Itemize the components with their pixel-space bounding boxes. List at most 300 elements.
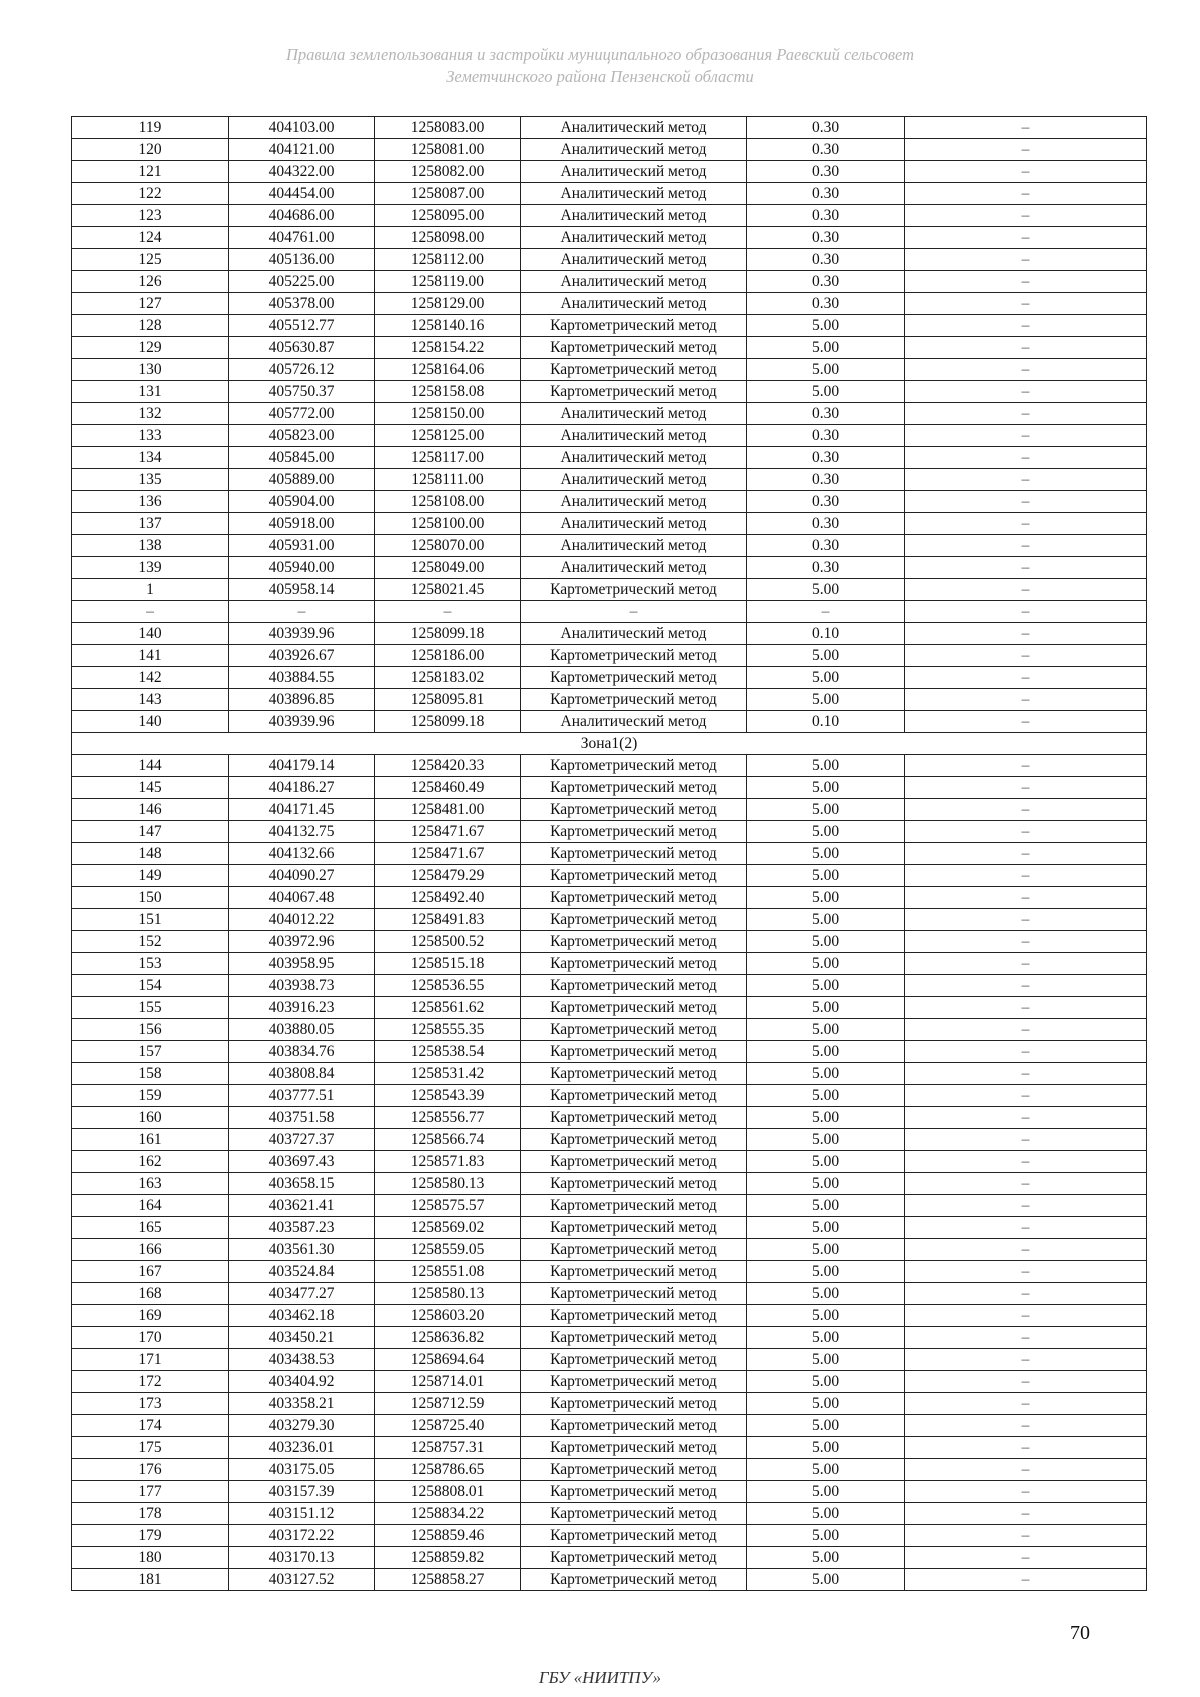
point-number-cell: – xyxy=(72,601,229,623)
x-coordinate-cell: 403621.41 xyxy=(229,1195,375,1217)
table-row xyxy=(72,1371,1147,1393)
accuracy-cell: 0.30 xyxy=(747,271,905,293)
x-coordinate-cell: 404067.48 xyxy=(229,887,375,909)
accuracy-cell: 5.00 xyxy=(747,1151,905,1173)
point-number-cell: 132 xyxy=(72,403,229,425)
y-coordinate-cell: 1258569.02 xyxy=(375,1217,521,1239)
x-coordinate-cell: 403236.01 xyxy=(229,1437,375,1459)
table-row xyxy=(72,909,1147,931)
table-row xyxy=(72,557,1147,579)
table-row xyxy=(72,1019,1147,1041)
method-cell: Картометрический метод xyxy=(521,953,747,975)
table-row xyxy=(72,1393,1147,1415)
method-cell: Картометрический метод xyxy=(521,931,747,953)
note-cell: – xyxy=(905,425,1147,447)
note-cell: – xyxy=(905,777,1147,799)
table-row xyxy=(72,425,1147,447)
accuracy-cell: 5.00 xyxy=(747,1063,905,1085)
accuracy-cell: 5.00 xyxy=(747,821,905,843)
method-cell: Аналитический метод xyxy=(521,469,747,491)
table-row xyxy=(72,139,1147,161)
y-coordinate-cell: 1258129.00 xyxy=(375,293,521,315)
table-row xyxy=(72,271,1147,293)
y-coordinate-cell: 1258082.00 xyxy=(375,161,521,183)
accuracy-cell: 5.00 xyxy=(747,953,905,975)
x-coordinate-cell: 405931.00 xyxy=(229,535,375,557)
table-row xyxy=(72,821,1147,843)
note-cell: – xyxy=(905,1415,1147,1437)
accuracy-cell: 5.00 xyxy=(747,1415,905,1437)
y-coordinate-cell: 1258158.08 xyxy=(375,381,521,403)
point-number-cell: 176 xyxy=(72,1459,229,1481)
y-coordinate-cell: 1258714.01 xyxy=(375,1371,521,1393)
footer-organization: ГБУ «НИИТПУ» xyxy=(538,1668,662,1687)
accuracy-cell: 5.00 xyxy=(747,1173,905,1195)
y-coordinate-cell: 1258538.54 xyxy=(375,1041,521,1063)
method-cell: Картометрический метод xyxy=(521,315,747,337)
point-number-cell: 175 xyxy=(72,1437,229,1459)
x-coordinate-cell: 403916.23 xyxy=(229,997,375,1019)
accuracy-cell: 5.00 xyxy=(747,1107,905,1129)
y-coordinate-cell: 1258471.67 xyxy=(375,843,521,865)
x-coordinate-cell: 405630.87 xyxy=(229,337,375,359)
accuracy-cell: 5.00 xyxy=(747,667,905,689)
x-coordinate-cell: 403477.27 xyxy=(229,1283,375,1305)
x-coordinate-cell: 404171.45 xyxy=(229,799,375,821)
x-coordinate-cell: 405823.00 xyxy=(229,425,375,447)
method-cell: Картометрический метод xyxy=(521,689,747,711)
table-row xyxy=(72,1415,1147,1437)
x-coordinate-cell: 404686.00 xyxy=(229,205,375,227)
x-coordinate-cell: 405512.77 xyxy=(229,315,375,337)
note-cell: – xyxy=(905,469,1147,491)
method-cell: Картометрический метод xyxy=(521,1283,747,1305)
note-cell: – xyxy=(905,1085,1147,1107)
note-cell: – xyxy=(905,315,1147,337)
method-cell: Картометрический метод xyxy=(521,1349,747,1371)
note-cell: – xyxy=(905,887,1147,909)
method-cell: Картометрический метод xyxy=(521,843,747,865)
coordinates-table-body xyxy=(72,117,1147,1591)
method-cell: Картометрический метод xyxy=(521,799,747,821)
y-coordinate-cell: 1258098.00 xyxy=(375,227,521,249)
y-coordinate-cell: – xyxy=(375,601,521,623)
accuracy-cell: 5.00 xyxy=(747,1019,905,1041)
note-cell: – xyxy=(905,1481,1147,1503)
method-cell: Аналитический метод xyxy=(521,557,747,579)
table-row xyxy=(72,1481,1147,1503)
method-cell: Картометрический метод xyxy=(521,865,747,887)
accuracy-cell: 0.30 xyxy=(747,293,905,315)
table-row xyxy=(72,953,1147,975)
method-cell: Аналитический метод xyxy=(521,425,747,447)
method-cell: Картометрический метод xyxy=(521,1151,747,1173)
note-cell: – xyxy=(905,1151,1147,1173)
x-coordinate-cell: 403438.53 xyxy=(229,1349,375,1371)
accuracy-cell: 5.00 xyxy=(747,1569,905,1591)
method-cell: Картометрический метод xyxy=(521,1305,747,1327)
table-row xyxy=(72,1305,1147,1327)
y-coordinate-cell: 1258095.81 xyxy=(375,689,521,711)
table-row xyxy=(72,1525,1147,1547)
table-row xyxy=(72,1063,1147,1085)
point-number-cell: 158 xyxy=(72,1063,229,1085)
y-coordinate-cell: 1258460.49 xyxy=(375,777,521,799)
point-number-cell: 124 xyxy=(72,227,229,249)
method-cell: Картометрический метод xyxy=(521,667,747,689)
y-coordinate-cell: 1258100.00 xyxy=(375,513,521,535)
note-cell: – xyxy=(905,645,1147,667)
method-cell: Картометрический метод xyxy=(521,1459,747,1481)
accuracy-cell: 0.30 xyxy=(747,183,905,205)
accuracy-cell: 5.00 xyxy=(747,931,905,953)
method-cell: Картометрический метод xyxy=(521,887,747,909)
x-coordinate-cell: 403658.15 xyxy=(229,1173,375,1195)
y-coordinate-cell: 1258125.00 xyxy=(375,425,521,447)
x-coordinate-cell: 405889.00 xyxy=(229,469,375,491)
point-number-cell: 161 xyxy=(72,1129,229,1151)
accuracy-cell: 5.00 xyxy=(747,381,905,403)
y-coordinate-cell: 1258694.64 xyxy=(375,1349,521,1371)
note-cell: – xyxy=(905,293,1147,315)
accuracy-cell: 5.00 xyxy=(747,755,905,777)
point-number-cell: 178 xyxy=(72,1503,229,1525)
method-cell: Картометрический метод xyxy=(521,1063,747,1085)
table-row xyxy=(72,1327,1147,1349)
point-number-cell: 147 xyxy=(72,821,229,843)
y-coordinate-cell: 1258183.02 xyxy=(375,667,521,689)
note-cell: – xyxy=(905,447,1147,469)
point-number-cell: 151 xyxy=(72,909,229,931)
table-row xyxy=(72,249,1147,271)
y-coordinate-cell: 1258536.55 xyxy=(375,975,521,997)
point-number-cell: 163 xyxy=(72,1173,229,1195)
x-coordinate-cell: 403358.21 xyxy=(229,1393,375,1415)
accuracy-cell: 0.30 xyxy=(747,557,905,579)
y-coordinate-cell: 1258150.00 xyxy=(375,403,521,425)
point-number-cell: 126 xyxy=(72,271,229,293)
table-row xyxy=(72,1547,1147,1569)
method-cell: Аналитический метод xyxy=(521,205,747,227)
table-row xyxy=(72,1217,1147,1239)
y-coordinate-cell: 1258515.18 xyxy=(375,953,521,975)
y-coordinate-cell: 1258492.40 xyxy=(375,887,521,909)
accuracy-cell: 5.00 xyxy=(747,909,905,931)
accuracy-cell: 5.00 xyxy=(747,645,905,667)
accuracy-cell: 5.00 xyxy=(747,887,905,909)
table-row xyxy=(72,579,1147,601)
method-cell: Картометрический метод xyxy=(521,1415,747,1437)
accuracy-cell: 5.00 xyxy=(747,843,905,865)
y-coordinate-cell: 1258095.00 xyxy=(375,205,521,227)
y-coordinate-cell: 1258858.27 xyxy=(375,1569,521,1591)
y-coordinate-cell: 1258757.31 xyxy=(375,1437,521,1459)
accuracy-cell: 5.00 xyxy=(747,997,905,1019)
table-row xyxy=(72,601,1147,623)
table-row xyxy=(72,293,1147,315)
point-number-cell: 157 xyxy=(72,1041,229,1063)
table-row xyxy=(72,381,1147,403)
table-row xyxy=(72,1349,1147,1371)
note-cell: – xyxy=(905,799,1147,821)
x-coordinate-cell: 404012.22 xyxy=(229,909,375,931)
note-cell: – xyxy=(905,1437,1147,1459)
point-number-cell: 162 xyxy=(72,1151,229,1173)
x-coordinate-cell: 403127.52 xyxy=(229,1569,375,1591)
y-coordinate-cell: 1258021.45 xyxy=(375,579,521,601)
method-cell: Картометрический метод xyxy=(521,1371,747,1393)
point-number-cell: 173 xyxy=(72,1393,229,1415)
method-cell: Картометрический метод xyxy=(521,1217,747,1239)
x-coordinate-cell: 405904.00 xyxy=(229,491,375,513)
x-coordinate-cell: 403561.30 xyxy=(229,1239,375,1261)
note-cell: – xyxy=(905,623,1147,645)
table-row xyxy=(72,667,1147,689)
method-cell: Картометрический метод xyxy=(521,579,747,601)
accuracy-cell: 5.00 xyxy=(747,1085,905,1107)
note-cell: – xyxy=(905,821,1147,843)
accuracy-cell: 0.30 xyxy=(747,139,905,161)
x-coordinate-cell: 405225.00 xyxy=(229,271,375,293)
accuracy-cell: 5.00 xyxy=(747,359,905,381)
point-number-cell: 152 xyxy=(72,931,229,953)
table-row xyxy=(72,799,1147,821)
x-coordinate-cell: 403462.18 xyxy=(229,1305,375,1327)
accuracy-cell: 5.00 xyxy=(747,1481,905,1503)
x-coordinate-cell: 403834.76 xyxy=(229,1041,375,1063)
point-number-cell: 125 xyxy=(72,249,229,271)
table-row xyxy=(72,887,1147,909)
x-coordinate-cell: 403972.96 xyxy=(229,931,375,953)
table-row xyxy=(72,1569,1147,1591)
method-cell: Картометрический метод xyxy=(521,909,747,931)
y-coordinate-cell: 1258479.29 xyxy=(375,865,521,887)
point-number-cell: 153 xyxy=(72,953,229,975)
y-coordinate-cell: 1258083.00 xyxy=(375,117,521,139)
table-row xyxy=(72,623,1147,645)
note-cell: – xyxy=(905,1195,1147,1217)
table-row xyxy=(72,359,1147,381)
method-cell: Аналитический метод xyxy=(521,117,747,139)
note-cell: – xyxy=(905,755,1147,777)
y-coordinate-cell: 1258119.00 xyxy=(375,271,521,293)
y-coordinate-cell: 1258559.05 xyxy=(375,1239,521,1261)
accuracy-cell: 0.30 xyxy=(747,469,905,491)
y-coordinate-cell: 1258580.13 xyxy=(375,1283,521,1305)
accuracy-cell: – xyxy=(747,601,905,623)
method-cell: Картометрический метод xyxy=(521,1085,747,1107)
table-row xyxy=(72,1195,1147,1217)
method-cell: Аналитический метод xyxy=(521,711,747,733)
method-cell: Картометрический метод xyxy=(521,1569,747,1591)
accuracy-cell: 5.00 xyxy=(747,315,905,337)
point-number-cell: 140 xyxy=(72,711,229,733)
y-coordinate-cell: 1258471.67 xyxy=(375,821,521,843)
x-coordinate-cell: 403697.43 xyxy=(229,1151,375,1173)
point-number-cell: 139 xyxy=(72,557,229,579)
table-row xyxy=(72,1283,1147,1305)
note-cell: – xyxy=(905,667,1147,689)
method-cell: Картометрический метод xyxy=(521,1129,747,1151)
y-coordinate-cell: 1258725.40 xyxy=(375,1415,521,1437)
table-row xyxy=(72,931,1147,953)
table-row xyxy=(72,1151,1147,1173)
point-number-cell: 136 xyxy=(72,491,229,513)
x-coordinate-cell: 405918.00 xyxy=(229,513,375,535)
x-coordinate-cell: 403884.55 xyxy=(229,667,375,689)
accuracy-cell: 0.10 xyxy=(747,623,905,645)
point-number-cell: 155 xyxy=(72,997,229,1019)
table-row xyxy=(72,645,1147,667)
table-row xyxy=(72,1107,1147,1129)
method-cell: Картометрический метод xyxy=(521,1107,747,1129)
y-coordinate-cell: 1258712.59 xyxy=(375,1393,521,1415)
point-number-cell: 181 xyxy=(72,1569,229,1591)
accuracy-cell: 0.30 xyxy=(747,161,905,183)
x-coordinate-cell: 403777.51 xyxy=(229,1085,375,1107)
point-number-cell: 150 xyxy=(72,887,229,909)
y-coordinate-cell: 1258543.39 xyxy=(375,1085,521,1107)
table-row xyxy=(72,975,1147,997)
method-cell: Картометрический метод xyxy=(521,1525,747,1547)
y-coordinate-cell: 1258500.52 xyxy=(375,931,521,953)
x-coordinate-cell: 404090.27 xyxy=(229,865,375,887)
note-cell: – xyxy=(905,931,1147,953)
x-coordinate-cell: 403175.05 xyxy=(229,1459,375,1481)
note-cell: – xyxy=(905,1349,1147,1371)
point-number-cell: 131 xyxy=(72,381,229,403)
accuracy-cell: 5.00 xyxy=(747,579,905,601)
table-row xyxy=(72,1459,1147,1481)
point-number-cell: 133 xyxy=(72,425,229,447)
point-number-cell: 172 xyxy=(72,1371,229,1393)
note-cell: – xyxy=(905,513,1147,535)
method-cell: Картометрический метод xyxy=(521,1195,747,1217)
note-cell: – xyxy=(905,249,1147,271)
y-coordinate-cell: 1258580.13 xyxy=(375,1173,521,1195)
y-coordinate-cell: 1258808.01 xyxy=(375,1481,521,1503)
method-cell: Аналитический метод xyxy=(521,447,747,469)
note-cell: – xyxy=(905,1503,1147,1525)
point-number-cell: 130 xyxy=(72,359,229,381)
y-coordinate-cell: 1258556.77 xyxy=(375,1107,521,1129)
accuracy-cell: 5.00 xyxy=(747,1305,905,1327)
y-coordinate-cell: 1258070.00 xyxy=(375,535,521,557)
point-number-cell: 169 xyxy=(72,1305,229,1327)
point-number-cell: 145 xyxy=(72,777,229,799)
note-cell: – xyxy=(905,227,1147,249)
note-cell: – xyxy=(905,1371,1147,1393)
point-number-cell: 137 xyxy=(72,513,229,535)
header-line-2: Земетчинского района Пензенской области xyxy=(446,67,754,86)
x-coordinate-cell: 404132.66 xyxy=(229,843,375,865)
point-number-cell: 135 xyxy=(72,469,229,491)
note-cell: – xyxy=(905,491,1147,513)
note-cell: – xyxy=(905,139,1147,161)
x-coordinate-cell: 403404.92 xyxy=(229,1371,375,1393)
x-coordinate-cell: 403926.67 xyxy=(229,645,375,667)
y-coordinate-cell: 1258575.57 xyxy=(375,1195,521,1217)
x-coordinate-cell: 403524.84 xyxy=(229,1261,375,1283)
method-cell: Картометрический метод xyxy=(521,821,747,843)
method-cell: Картометрический метод xyxy=(521,997,747,1019)
y-coordinate-cell: 1258551.08 xyxy=(375,1261,521,1283)
table-row xyxy=(72,513,1147,535)
table-row xyxy=(72,337,1147,359)
point-number-cell: 148 xyxy=(72,843,229,865)
method-cell: Аналитический метод xyxy=(521,249,747,271)
method-cell: Картометрический метод xyxy=(521,1393,747,1415)
note-cell: – xyxy=(905,997,1147,1019)
method-cell: Картометрический метод xyxy=(521,1503,747,1525)
accuracy-cell: 0.30 xyxy=(747,117,905,139)
x-coordinate-cell: 405958.14 xyxy=(229,579,375,601)
note-cell: – xyxy=(905,711,1147,733)
table-row xyxy=(72,1503,1147,1525)
accuracy-cell: 0.30 xyxy=(747,205,905,227)
y-coordinate-cell: 1258786.65 xyxy=(375,1459,521,1481)
note-cell: – xyxy=(905,1107,1147,1129)
note-cell: – xyxy=(905,1569,1147,1591)
table-row xyxy=(72,1437,1147,1459)
table-row xyxy=(72,315,1147,337)
note-cell: – xyxy=(905,1173,1147,1195)
note-cell: – xyxy=(905,1129,1147,1151)
table-row xyxy=(72,1173,1147,1195)
point-number-cell: 141 xyxy=(72,645,229,667)
accuracy-cell: 0.30 xyxy=(747,491,905,513)
method-cell: Картометрический метод xyxy=(521,1041,747,1063)
point-number-cell: 165 xyxy=(72,1217,229,1239)
point-number-cell: 180 xyxy=(72,1547,229,1569)
y-coordinate-cell: 1258834.22 xyxy=(375,1503,521,1525)
y-coordinate-cell: 1258154.22 xyxy=(375,337,521,359)
accuracy-cell: 0.10 xyxy=(747,711,905,733)
table-row xyxy=(72,535,1147,557)
zone-header-row xyxy=(72,733,1147,755)
page-header xyxy=(0,44,1200,88)
accuracy-cell: 5.00 xyxy=(747,1525,905,1547)
accuracy-cell: 5.00 xyxy=(747,1041,905,1063)
accuracy-cell: 0.30 xyxy=(747,425,905,447)
note-cell: – xyxy=(905,557,1147,579)
accuracy-cell: 5.00 xyxy=(747,1327,905,1349)
point-number-cell: 179 xyxy=(72,1525,229,1547)
y-coordinate-cell: 1258049.00 xyxy=(375,557,521,579)
note-cell: – xyxy=(905,337,1147,359)
method-cell: Аналитический метод xyxy=(521,139,747,161)
x-coordinate-cell: 403587.23 xyxy=(229,1217,375,1239)
accuracy-cell: 5.00 xyxy=(747,1129,905,1151)
point-number-cell: 127 xyxy=(72,293,229,315)
note-cell: – xyxy=(905,1327,1147,1349)
x-coordinate-cell: 404454.00 xyxy=(229,183,375,205)
y-coordinate-cell: 1258859.46 xyxy=(375,1525,521,1547)
y-coordinate-cell: 1258081.00 xyxy=(375,139,521,161)
method-cell: Аналитический метод xyxy=(521,535,747,557)
y-coordinate-cell: 1258859.82 xyxy=(375,1547,521,1569)
x-coordinate-cell: 404179.14 xyxy=(229,755,375,777)
accuracy-cell: 5.00 xyxy=(747,799,905,821)
point-number-cell: 120 xyxy=(72,139,229,161)
x-coordinate-cell: 403450.21 xyxy=(229,1327,375,1349)
y-coordinate-cell: 1258108.00 xyxy=(375,491,521,513)
x-coordinate-cell: 403896.85 xyxy=(229,689,375,711)
accuracy-cell: 5.00 xyxy=(747,865,905,887)
x-coordinate-cell: 405772.00 xyxy=(229,403,375,425)
accuracy-cell: 5.00 xyxy=(747,1371,905,1393)
x-coordinate-cell: 403727.37 xyxy=(229,1129,375,1151)
